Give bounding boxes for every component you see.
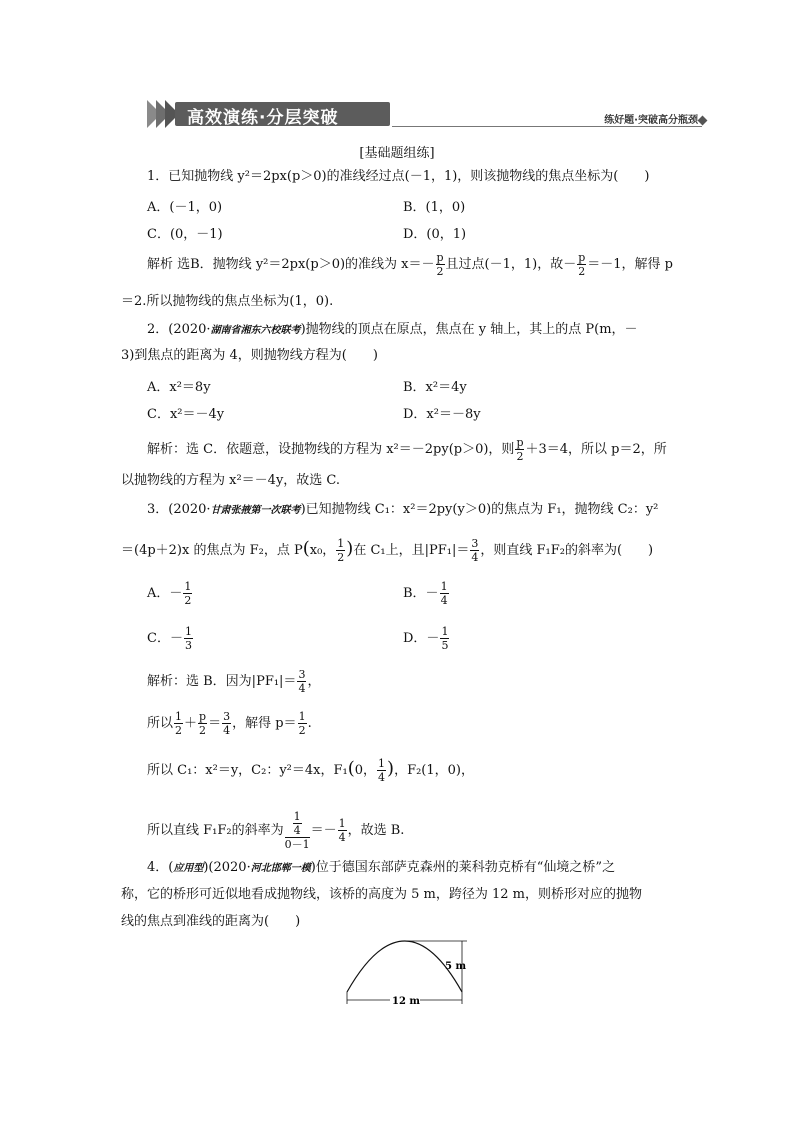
denominator: 2	[298, 724, 306, 737]
q3-option-a	[147, 580, 193, 607]
text-run: .	[307, 716, 312, 731]
text-run: ＝－1，解得 p	[587, 257, 674, 272]
denominator: 2	[199, 724, 207, 737]
denominator: 3	[184, 639, 192, 652]
fraction	[377, 757, 386, 784]
q2-option-b: B．x²＝4y	[403, 380, 467, 395]
denominator: 2	[578, 265, 586, 278]
denominator: 2	[175, 724, 183, 737]
q3-option-b	[403, 580, 450, 607]
text-run: B．－	[403, 586, 439, 601]
numerator: 1	[293, 810, 301, 823]
fraction	[285, 810, 310, 851]
q2-solution-line2: 以抛物线的方程为 x²＝－4y，故选 C.	[121, 473, 341, 488]
numerator: p	[199, 710, 207, 723]
q1-solution-line2: ＝2.所以抛物线的焦点坐标为(1，0).	[121, 294, 334, 309]
denominator: 4	[293, 824, 301, 837]
denominator: 2	[184, 594, 192, 607]
denominator: 2	[337, 551, 345, 564]
text-run: ＋3＝4，所以 p＝2，所	[525, 442, 667, 457]
numerator: 1	[338, 817, 346, 830]
q1-option-a: A．(－1，0)	[147, 200, 223, 215]
header-rule	[392, 126, 702, 127]
text-run: ，	[307, 674, 321, 689]
text-run: ，F₂(1，0)，	[394, 763, 474, 778]
fraction	[440, 625, 449, 652]
text-run: )位于德国东部萨克森州的莱科勃克桥有“仙境之桥”之	[310, 860, 616, 875]
denominator: 0－1	[284, 838, 310, 851]
fraction	[293, 810, 302, 837]
fraction	[338, 817, 347, 844]
numerator: 1	[440, 580, 448, 593]
header-slogan: 练好题·突破高分瓶颈	[604, 115, 698, 126]
denominator: 4	[223, 724, 231, 737]
text-run: 4．(	[147, 860, 174, 875]
q2-solution-line1	[147, 436, 667, 463]
source-label: 甘肃张掖第一次联考	[210, 505, 301, 516]
text-run: 且过点(－1，1)，故－	[445, 257, 577, 272]
bridge-parabola-figure	[342, 930, 482, 1010]
text-run: ＝(4p＋2)x 的焦点为 F₂，点 P	[121, 543, 303, 558]
text-run: C．－	[147, 631, 183, 646]
fraction	[183, 580, 192, 607]
q4-stem-line2: 称，它的桥形可近似地看成抛物线，该桥的高度为 5 m，跨径为 12 m，则桥形对应的抛物	[121, 887, 642, 902]
text-run: ＝	[208, 716, 222, 731]
fraction	[198, 710, 207, 737]
fraction	[470, 537, 479, 564]
source-label: 湖南省湘东六校联考	[210, 325, 301, 336]
type-tag: 应用型	[173, 863, 204, 874]
numerator: 3	[298, 668, 306, 681]
text-run: ，则直线 F₁F₂的斜率为( )	[480, 543, 654, 558]
q3-stem-line2	[121, 537, 653, 564]
fraction	[222, 710, 231, 737]
q1-stem: 1．已知抛物线 y²＝2px(p＞0)的准线经过点(－1，1)，则该抛物线的焦点坐标为( )	[147, 169, 650, 184]
denominator: 2	[436, 265, 444, 278]
header-title: 高效演练·分层突破	[187, 108, 339, 128]
paren-left: (	[347, 758, 355, 779]
q3-solution-line4	[147, 810, 404, 851]
q2-stem-line2: 3)到焦点的距离为 4，则抛物线方程为( )	[121, 348, 378, 363]
text-run: 所以	[147, 716, 174, 731]
text-run: ＝－	[310, 823, 337, 838]
denominator: 4	[298, 682, 306, 695]
q2-option-a: A．x²＝8y	[147, 380, 211, 395]
fraction	[336, 537, 345, 564]
q3-solution-line3	[147, 757, 474, 784]
numerator: 3	[223, 710, 231, 723]
q3-option-d	[403, 625, 450, 652]
fraction	[184, 625, 193, 652]
q2-option-d: D．x²＝－8y	[403, 407, 481, 422]
numerator: p	[436, 251, 444, 264]
text-run: ，解得 p＝	[232, 716, 297, 731]
text-run: D．－	[403, 631, 440, 646]
numerator: p	[578, 251, 586, 264]
q2-stem-line1	[147, 323, 638, 336]
text-run: 0，	[354, 763, 377, 778]
text-run: A．－	[147, 586, 183, 601]
diamond-icon	[698, 116, 708, 126]
source-label: 河北邯郸一模	[250, 863, 311, 874]
q1-option-c: C．(0，－1)	[147, 227, 223, 242]
fraction	[577, 251, 586, 278]
text-run: 3．(2020·	[147, 502, 211, 517]
text-run: 解析 选B．抛物线 y²＝2px(p＞0)的准线为 x＝－	[147, 257, 435, 272]
span-label: 12 m	[392, 996, 420, 1007]
denominator: 5	[441, 639, 449, 652]
section-title: [基础题组练]	[359, 146, 435, 161]
numerator: p	[516, 436, 524, 449]
text-run: 解析：选 B．因为|PF₁|＝	[147, 674, 297, 689]
fraction	[174, 710, 183, 737]
height-label: 5 m	[445, 961, 467, 972]
q1-option-b: B．(1，0)	[403, 200, 466, 215]
numerator: 1	[298, 710, 306, 723]
header-banner	[147, 100, 392, 128]
numerator: 1	[378, 757, 386, 770]
q3-stem-line1	[147, 503, 658, 516]
fraction	[436, 251, 445, 278]
q3-solution-line1	[147, 668, 320, 695]
q3-solution-line2	[147, 710, 312, 737]
q3-option-c	[147, 625, 194, 652]
text-run: )抛物线的顶点在原点，焦点在 y 轴上，其上的点 P(m，－	[300, 322, 638, 337]
q1-option-d: D．(0，1)	[403, 227, 467, 242]
denominator: 4	[471, 551, 479, 564]
text-run: )已知抛物线 C₁：x²＝2py(y＞0)的焦点为 F₁，抛物线 C₂：y²	[300, 502, 659, 517]
text-run: 在 C₁上，且|PF₁|＝	[353, 543, 470, 558]
text-run: 所以直线 F₁F₂的斜率为	[147, 823, 284, 838]
paren-left: (	[302, 538, 310, 559]
numerator	[285, 810, 310, 838]
fraction	[297, 668, 306, 695]
text-run: 所以 C₁：x²＝y，C₂：y²＝4x，F₁	[147, 763, 348, 778]
denominator: 4	[440, 594, 448, 607]
text-run: 2．(2020·	[147, 322, 211, 337]
paren-right: )	[346, 538, 354, 559]
q2-option-c: C．x²＝－4y	[147, 407, 225, 422]
numerator: 1	[441, 625, 449, 638]
text-run: )(2020·	[203, 860, 251, 875]
text-run: x₀，	[309, 543, 336, 558]
text-run: ，故选 B.	[347, 823, 405, 838]
q4-stem-line1	[147, 861, 615, 874]
denominator: 4	[378, 771, 386, 784]
q4-stem-line3: 线的焦点到准线的距离为( )	[121, 914, 301, 929]
text-run: 解析：选 C．依题意，设抛物线的方程为 x²＝－2py(p＞0)，则	[147, 442, 515, 457]
fraction	[515, 436, 524, 463]
numerator: 1	[337, 537, 345, 550]
numerator: 1	[175, 710, 183, 723]
q1-solution-line1	[147, 251, 673, 278]
paren-right: )	[387, 758, 395, 779]
denominator: 2	[516, 450, 524, 463]
numerator: 1	[184, 580, 192, 593]
numerator: 1	[184, 625, 192, 638]
numerator: 3	[471, 537, 479, 550]
fraction	[298, 710, 307, 737]
fraction	[440, 580, 449, 607]
denominator: 4	[338, 831, 346, 844]
text-run: ＋	[184, 716, 198, 731]
